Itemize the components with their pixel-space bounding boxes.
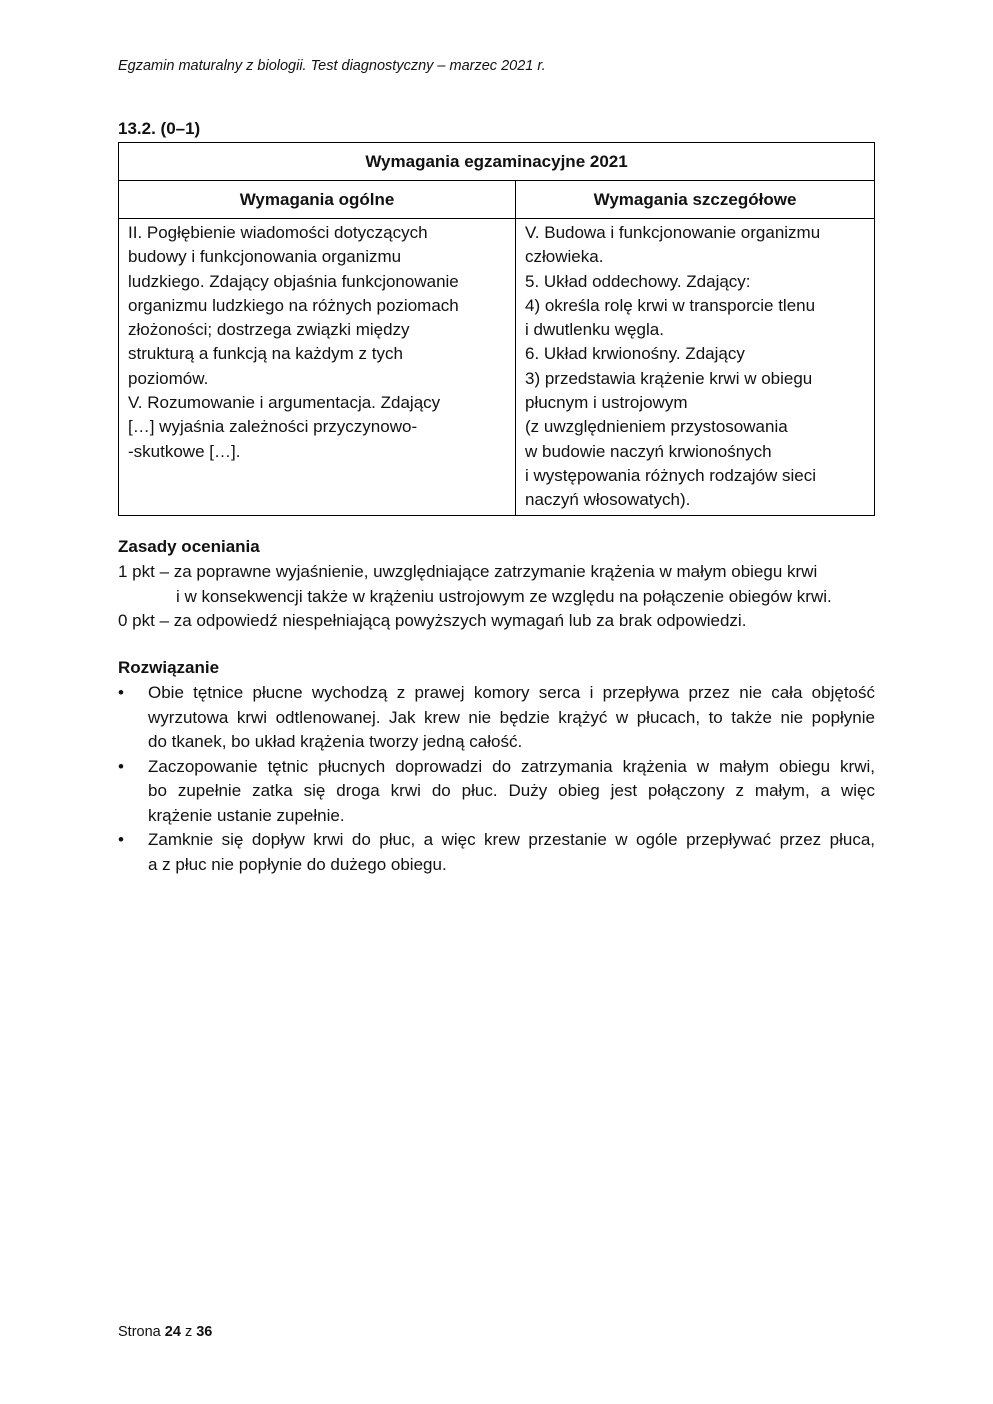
solution-item: [118, 681, 875, 755]
footer-page-number: 24: [164, 1324, 181, 1340]
grading-title: Zasady oceniania: [118, 537, 260, 556]
solution-text-line: wyrzutowa krwi odtlenowanej. Jak krew nie będzie krążyć w płucach, to także nie popłynie: [148, 707, 875, 727]
detailed-requirement-line: i dwutlenku węgla.: [525, 320, 664, 340]
grading-rule-1-line-2: i w konsekwencji także w krążeniu ustrojowym ze względu na połączenie obiegów krwi.: [176, 586, 832, 606]
general-requirement-line: organizmu ludzkiego na różnych poziomach: [128, 295, 459, 315]
bullet-icon: •: [118, 756, 124, 776]
solution-text-line: do tkanek, bo układ krążenia tworzy jedną całość.: [148, 732, 523, 751]
solution-text-line: bo zupełnie zatka się droga krwi do płuc. Duży obieg jest połączony z małym, a więc: [148, 781, 875, 800]
solution-title: Rozwiązanie: [118, 658, 220, 677]
general-requirement-line: -skutkowe […].: [128, 441, 241, 461]
solution-text-line: Obie tętnice płucne wychodzą z prawej komory serca i przepływa przez nie cała objętość: [148, 683, 875, 702]
detailed-requirement-line: 3) przedstawia krążenie krwi w obiegu: [525, 368, 813, 388]
grading-rule-1-line-1: 1 pkt – za poprawne wyjaśnienie, uwzględniające zatrzymanie krążenia w małym obiegu krwi: [118, 562, 818, 581]
detailed-requirement-line: V. Budowa i funkcjonowanie organizmu: [525, 223, 821, 242]
requirements-table-title: Wymagania egzaminacyjne 2021: [119, 143, 875, 181]
detailed-requirement-line: w budowie naczyń krwionośnych: [525, 441, 772, 461]
general-requirements-cell: [119, 219, 516, 516]
detailed-requirement-line: 5. Układ oddechowy. Zdający:: [525, 271, 751, 291]
detailed-requirement-line: 6. Układ krwionośny. Zdający: [525, 344, 745, 364]
task-number: 13.2. (0–1): [118, 119, 201, 138]
column-header-detailed: Wymagania szczegółowe: [516, 181, 875, 219]
general-requirement-line: II. Pogłębienie wiadomości dotyczących: [128, 223, 428, 242]
footer-middle: z: [184, 1324, 193, 1340]
general-requirement-line: złożoności; dostrzega związki między: [128, 320, 410, 340]
detailed-requirement-line: 4) określa rolę krwi w transporcie tlenu: [525, 295, 816, 315]
solution-text-line: a z płuc nie popłynie do dużego obiegu.: [148, 854, 447, 874]
solution-item: [118, 828, 875, 877]
bullet-icon: •: [118, 830, 124, 849]
general-requirement-line: […] wyjaśnia zależności przyczynowo-: [128, 417, 418, 437]
general-requirement-line: V. Rozumowanie i argumentacja. Zdający: [128, 393, 441, 413]
solution-list: [118, 681, 875, 877]
detailed-requirement-line: naczyń włosowatych).: [525, 490, 691, 510]
footer-total-pages: 36: [196, 1324, 213, 1340]
page-header: Egzamin maturalny z biologii. Test diagnostyczny – marzec 2021 r.: [118, 58, 546, 74]
detailed-requirement-line: (z uwzględnieniem przystosowania: [525, 417, 788, 437]
page-footer: [118, 1324, 212, 1340]
solution-text-line: Zaczopowanie tętnic płucnych doprowadzi do zatrzymania krążenia w małym obiegu krwi,: [148, 756, 875, 776]
grading-rule-0: 0 pkt – za odpowiedź niespełniającą powyższych wymagań lub za brak odpowiedzi.: [118, 611, 747, 630]
general-requirement-line: strukturą a funkcją na każdym z tych: [128, 344, 403, 364]
general-requirement-line: poziomów.: [128, 368, 209, 388]
detailed-requirement-line: i występowania różnych rodzajów sieci: [525, 465, 817, 485]
general-requirement-line: ludzkiego. Zdający objaśnia funkcjonowanie: [128, 271, 459, 291]
detailed-requirement-line: płucnym i ustrojowym: [525, 393, 688, 413]
footer-prefix: Strona: [118, 1324, 161, 1340]
solution-text-line: Zamknie się dopływ krwi do płuc, a więc krew przestanie w ogóle przepływać przez płuca,: [148, 830, 875, 849]
detailed-requirements-cell: [516, 219, 875, 516]
requirements-table: [118, 142, 875, 516]
solution-text-line: krążenie ustanie zupełnie.: [148, 805, 345, 825]
column-header-general: Wymagania ogólne: [119, 181, 516, 219]
detailed-requirement-line: człowieka.: [525, 247, 604, 267]
grading-rule-1: [118, 560, 832, 609]
solution-item: [118, 755, 875, 829]
general-requirement-line: budowy i funkcjonowania organizmu: [128, 247, 402, 267]
bullet-icon: •: [118, 683, 124, 702]
